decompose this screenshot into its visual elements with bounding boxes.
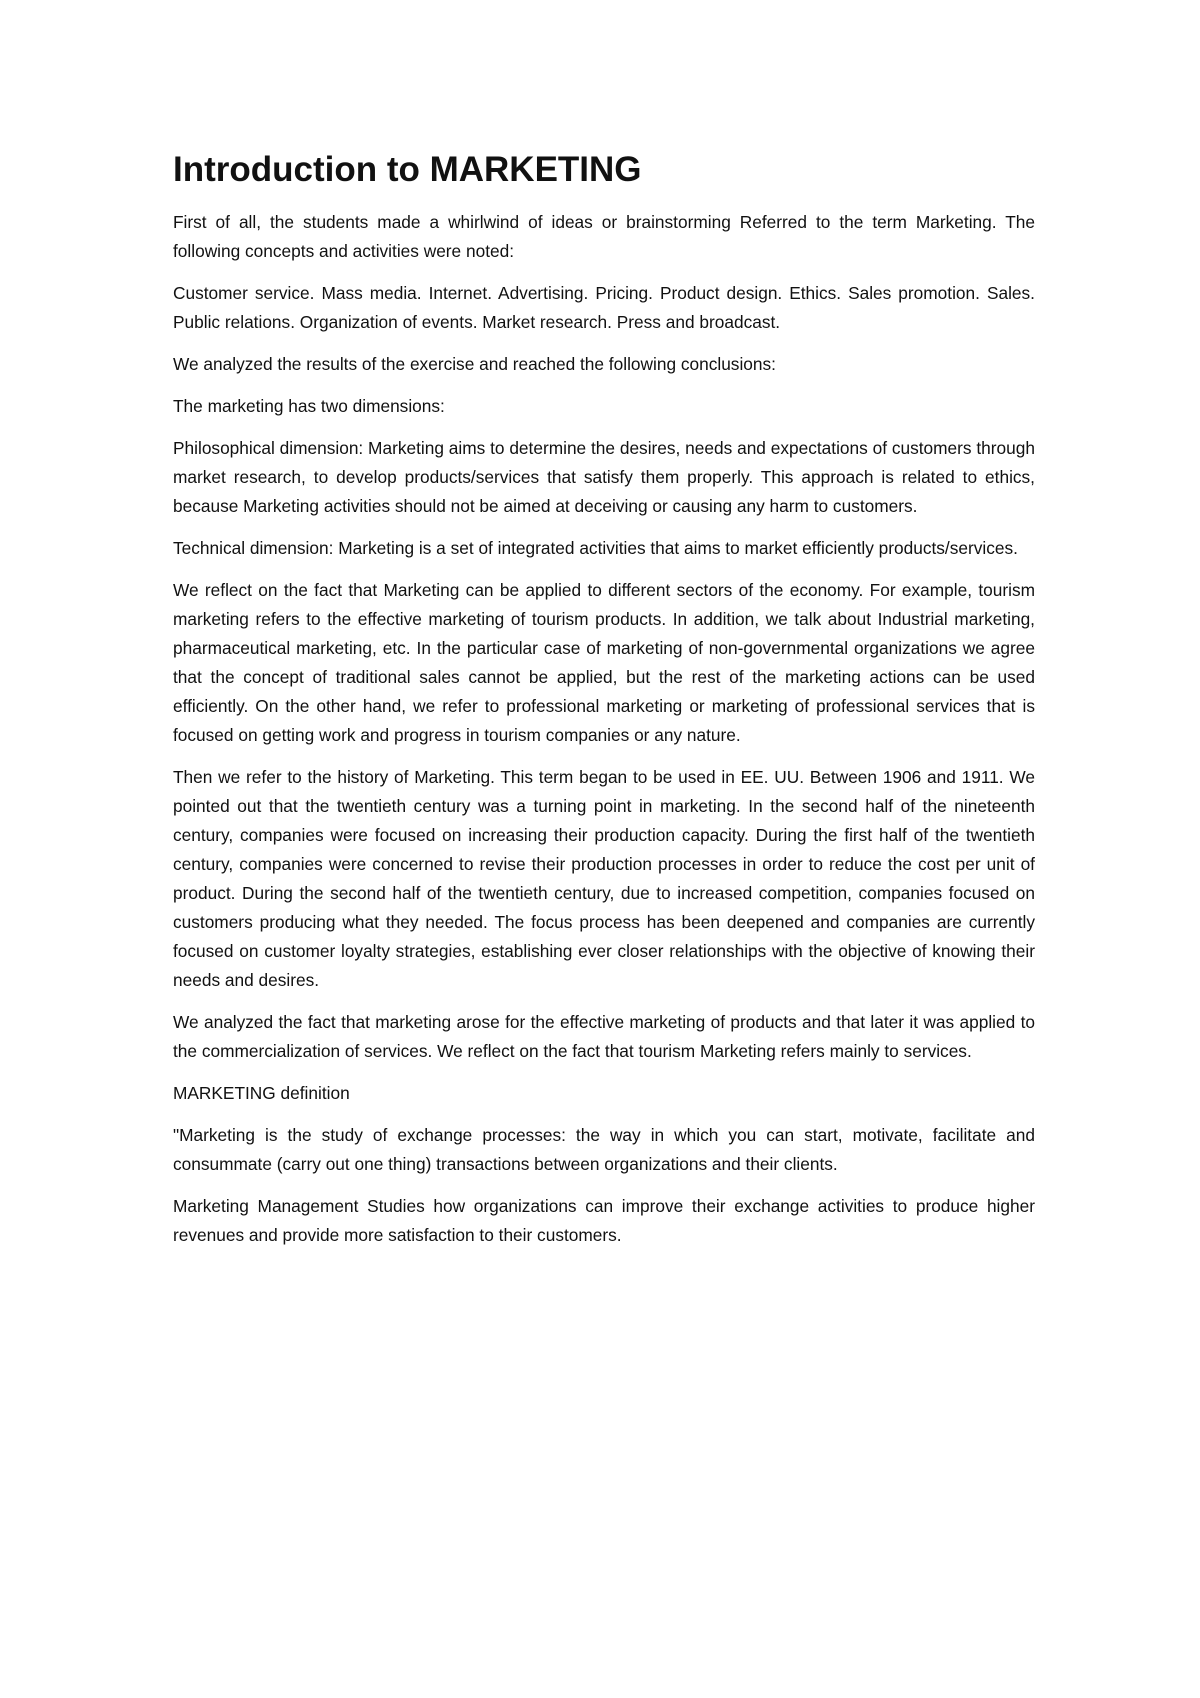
paragraph-conclusions-intro: We analyzed the results of the exercise and reached the following conclusions: bbox=[173, 354, 776, 374]
document-body bbox=[173, 148, 1035, 1263]
paragraph-definition-heading: MARKETING definition bbox=[173, 1083, 350, 1103]
paragraph-services: We analyzed the fact that marketing arose for the effective marketing of products and that later it was applied to the commercialization of services. We reflect on the fact that tourism Marketing refers mainly to services. bbox=[173, 1012, 1035, 1061]
paragraph-philosophical-dimension: Philosophical dimension: Marketing aims to determine the desires, needs and expectations of customers through market research, to develop products/services that satisfy them properly. This approach is related to ethics, because Marketing activities should not be aimed at deceiving or causing any harm to customers. bbox=[173, 438, 1035, 516]
paragraph-technical-dimension: Technical dimension: Marketing is a set of integrated activities that aims to market efficiently products/services. bbox=[173, 538, 1018, 558]
paragraph-history: Then we refer to the history of Marketing. This term began to be used in EE. UU. Between 1906 and 1911. We pointed out that the twentieth century was a turning point in marketing. In the second half of the nineteenth century, companies were focused on increasing their production capacity. During the first half of the twentieth century, companies were concerned to revise their production processes in order to reduce the cost per unit of product. During the second half of the twentieth century, due to increased competition, companies focused on customers producing what they needed. The focus process has been deepened and companies are currently focused on customer loyalty strategies, establishing ever closer relationships with the objective of knowing their needs and desires. bbox=[173, 767, 1035, 990]
paragraph-marketing-management: Marketing Management Studies how organizations can improve their exchange activities to produce higher revenues and provide more satisfaction to their customers. bbox=[173, 1196, 1035, 1245]
paragraph-definition-quote: "Marketing is the study of exchange processes: the way in which you can start, motivate, facilitate and consummate (carry out one thing) transactions between organizations and their clients. bbox=[173, 1125, 1035, 1174]
document-title: Introduction to MARKETING bbox=[173, 150, 642, 189]
paragraph-concepts-list: Customer service. Mass media. Internet. Advertising. Pricing. Product design. Ethics. Sales promotion. Sales. Public relations. Organization of events. Market research. Press and broadcast. bbox=[173, 283, 1035, 332]
paragraph-brainstorming-intro: First of all, the students made a whirlwind of ideas or brainstorming Referred to the term Marketing. The following concepts and activities were noted: bbox=[173, 212, 1035, 261]
paragraph-sectors: We reflect on the fact that Marketing can be applied to different sectors of the economy. For example, tourism marketing refers to the effective marketing of tourism products. In addition, we talk about Industrial marketing, pharmaceutical marketing, etc. In the particular case of marketing of non-governmental organizations we agree that the concept of traditional sales cannot be applied, but the rest of the marketing actions can be used efficiently. On the other hand, we refer to professional marketing or marketing of professional services that is focused on getting work and progress in tourism companies or any nature. bbox=[173, 580, 1035, 745]
paragraph-two-dimensions: The marketing has two dimensions: bbox=[173, 396, 445, 416]
